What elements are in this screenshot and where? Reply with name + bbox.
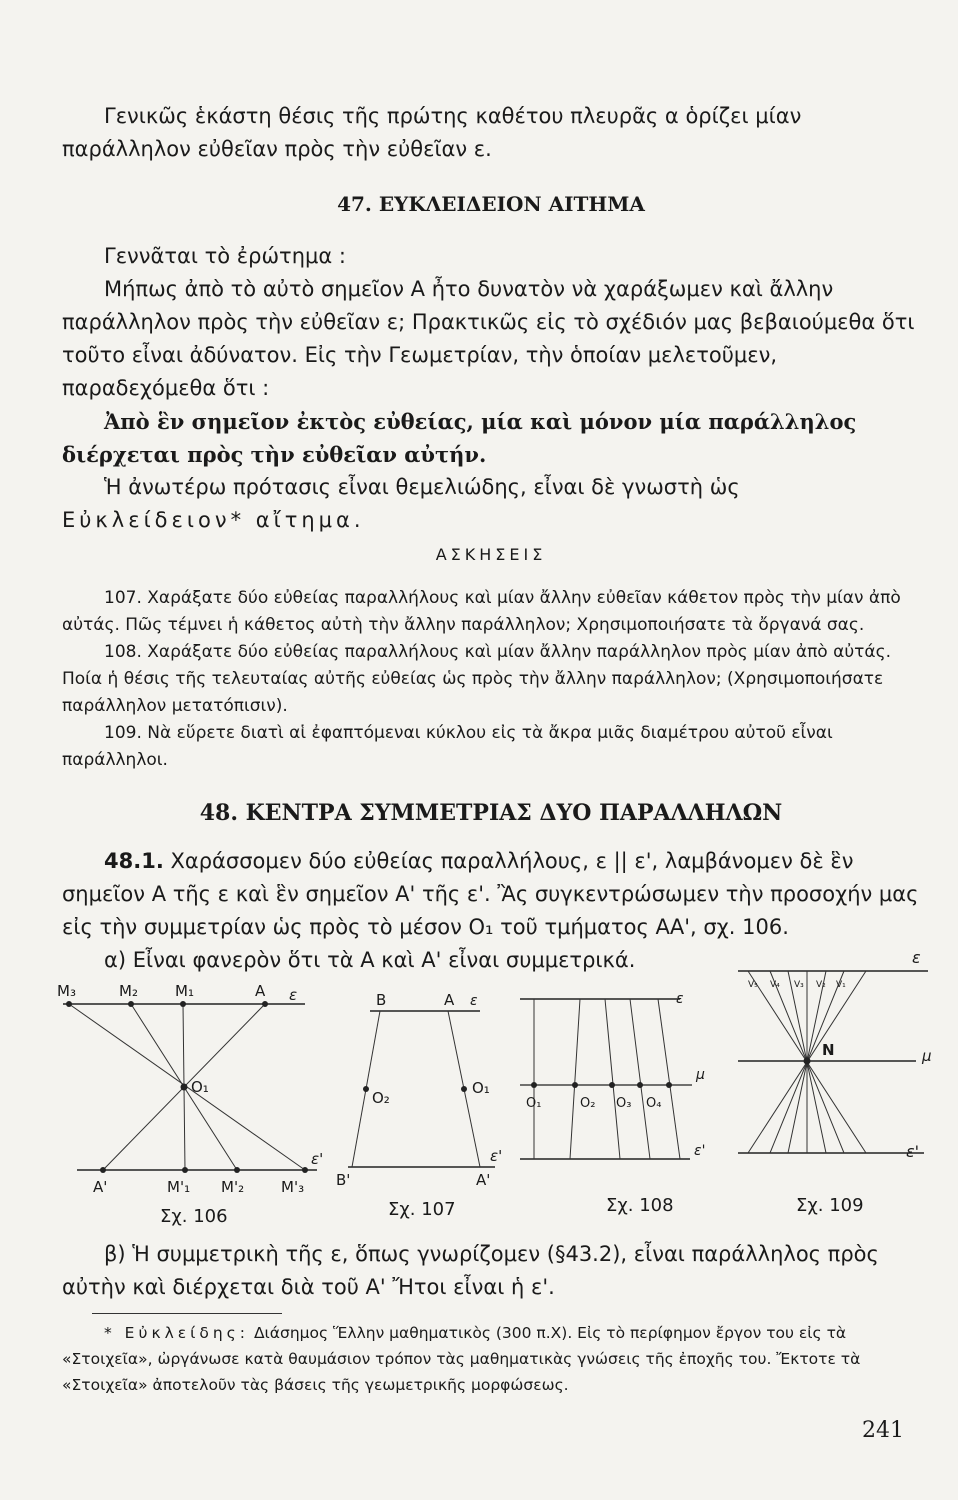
euclid-postulate-term: Εὐκλείδειον* αἴτημα <box>62 508 354 532</box>
footnote-rule <box>92 1313 282 1314</box>
label-m2: M₂ <box>119 982 138 1000</box>
label-e-prime: ε' <box>694 1143 706 1159</box>
caption-107: Σχ. 107 <box>388 1199 456 1220</box>
section-48-para1-text: Χαράσσομεν δύο εὐθείας παραλλήλους, ε || ε', λαμβάνομεν δὲ ἓν σημεῖον Α τῆς ε καὶ ἓν σημεῖον Α' τῆς ε'. Ἂς συγκεντρώσωμεν τὴν προσοχήν μας εἰς τὴν συμμετρίαν ὡς πρὸς τὸ μέσον Ο₁ τοῦ τμήματος ΑΑ', σχ. 106. <box>62 849 919 939</box>
figure-109 <box>718 945 946 1225</box>
point-a <box>262 1001 268 1007</box>
label-m2-prime: M'₂ <box>221 1178 245 1196</box>
label-e: ε <box>470 993 478 1009</box>
point-o1 <box>531 1082 537 1088</box>
label-o4: O₄ <box>646 1096 662 1111</box>
exercises-title: ΑΣΚΗΣΕΙΣ <box>435 545 547 564</box>
label-o1: O₁ <box>472 1079 490 1097</box>
figure-108 <box>510 985 720 1225</box>
point-a-prime <box>100 1167 106 1173</box>
point-m1-prime <box>182 1167 188 1173</box>
section-47-para1: Μήπως ἀπὸ τὸ αὐτὸ σημεῖον Α ἦτο δυνατὸν νὰ χαράξωμεν καὶ ἄλλην παράλληλον πρὸς τὴν εὐθεῖαν ε; Πρακτικῶς εἰς τὸ σχέδιόν μας βεβαιούμεθα ὅτι τοῦτο εἶναι ἀδύνατον. Εἰς τὴν Γεωμετρίαν, τὴν ὁποίαν μελετοῦμεν, παραδεχόμεθα ὅτι : <box>62 277 915 400</box>
point-o1 <box>461 1086 467 1092</box>
exercises-list <box>62 585 920 774</box>
label-a-prime: A' <box>476 1171 491 1189</box>
segment-2 <box>570 999 580 1159</box>
para2-start: Ἡ ἀνωτέρω πρότασις εἶναι θεμελιώδης, εἶναι δὲ γνωστὴ ὡς <box>104 475 740 499</box>
label-m1-prime: M'₁ <box>167 1178 191 1196</box>
label-o1: O₁ <box>526 1096 542 1111</box>
label-e: ε <box>676 991 684 1007</box>
label-v1: V₁ <box>836 980 846 990</box>
section-47-title: 47. ΕΥΚΛΕΙΔΕΙΟΝ ΑΙΤΗΜΑ <box>337 192 645 216</box>
label-m3: M₃ <box>57 982 76 1000</box>
point-n <box>804 1058 811 1065</box>
section-47-para2 <box>62 471 920 537</box>
point-o4 <box>637 1082 643 1088</box>
point-o3 <box>609 1082 615 1088</box>
point-m3-prime <box>302 1167 308 1173</box>
section-48-number: 48.1. <box>104 849 164 873</box>
label-o3: O₃ <box>616 1096 632 1111</box>
point-o2 <box>363 1086 369 1092</box>
footnote <box>62 1320 920 1398</box>
label-a-prime: A' <box>93 1178 108 1196</box>
label-a: A <box>444 991 455 1009</box>
label-o2: O₂ <box>372 1089 390 1107</box>
exercise-108: 108. Χαράξατε δύο εὐθείας παραλλήλους καὶ μίαν ἄλλην παράλληλον πρὸς μίαν ἀπὸ αὐτάς. Ποία ἡ θέσις τῆς τελευταίας αὐτῆς εὐθείας ὡς πρὸς τὴν ἄλλην παράλληλον; (Χρησιμοποιήσατε παράλληλον μετατόπισιν). <box>62 642 891 716</box>
point-o2 <box>572 1082 578 1088</box>
caption-109: Σχ. 109 <box>796 1195 864 1216</box>
section-47-body <box>62 240 920 537</box>
label-e-prime: ε' <box>490 1147 503 1165</box>
label-n: N <box>822 1041 835 1059</box>
point-m2-prime <box>234 1167 240 1173</box>
label-e-prime: ε' <box>311 1150 324 1168</box>
point-m2 <box>128 1001 134 1007</box>
label-e-prime: ε' <box>906 1142 920 1161</box>
label-v2: V₂ <box>816 980 826 990</box>
intro-paragraph <box>62 100 920 166</box>
caption-108: Σχ. 108 <box>606 1195 674 1216</box>
point-m3 <box>66 1001 72 1007</box>
footnote-text <box>62 1320 920 1398</box>
section-48-title: 48. ΚΕΝΤΡΑ ΣΥΜΜΕΤΡΙΑΣ ΔΥΟ ΠΑΡΑΛΛΗΛΩΝ <box>199 800 783 826</box>
item-b-paragraph <box>62 1238 920 1304</box>
exercise-107: 107. Χαράξατε δύο εὐθείας παραλλήλους καὶ μίαν ἄλλην εὐθεῖαν κάθετον πρὸς τὴν μίαν ἀπὸ αὐτάς. Πῶς τέμνει ἡ κάθετος αὐτὴ τὴν ἄλλην παράλληλον; Χρησιμοποιήσατε τὰ ὄργανά σας. <box>62 588 901 635</box>
point-o1 <box>181 1084 188 1091</box>
label-m3-prime: M'₃ <box>281 1178 305 1196</box>
footnote-term: * Εὐκλείδης: <box>104 1324 249 1342</box>
label-v4: V₄ <box>770 980 780 990</box>
intro-text: Γενικῶς ἑκάστη θέσις τῆς πρώτης καθέτου πλευρᾶς α ὁρίζει μίαν παράλληλον εὐθεῖαν πρὸς τὴν εὐθεῖαν ε. <box>62 104 802 161</box>
label-e: ε <box>289 986 298 1004</box>
segment-3 <box>605 999 620 1159</box>
axiom-text: Ἀπὸ ἓν σημεῖον ἐκτὸς εὐθείας, μία καὶ μόνον μία παράλληλος διέρχεται πρὸς τὴν εὐθεῖαν αὐτήν. <box>62 409 857 467</box>
item-a-text: α) Εἶναι φανερὸν ὅτι τὰ Α καὶ Α' εἶναι συμμετρικά. <box>104 948 636 972</box>
section-48-para1 <box>62 845 920 944</box>
label-v5: V₅ <box>748 980 758 990</box>
label-m1: M₁ <box>175 982 194 1000</box>
label-b: B <box>376 991 387 1009</box>
figure-107 <box>330 985 510 1225</box>
segment-4 <box>630 999 650 1159</box>
exercise-109: 109. Νὰ εὕρετε διατὶ αἱ ἐφαπτόμεναι κύκλου εἰς τὰ ἄκρα μιᾶς διαμέτρου αὐτοῦ εἶναι παράλληλοι. <box>62 723 833 770</box>
item-b-text: β) Ἡ συμμετρικὴ τῆς ε, ὅπως γνωρίζομεν (§43.2), εἶναι παράλληλος πρὸς αὐτὴν καὶ διέρχεται διὰ τοῦ Α' Ἤτοι εἶναι ἡ ε'. <box>62 1242 879 1299</box>
label-v3: V₃ <box>794 980 804 990</box>
question-text: Γεννᾶται τὸ ἐρώτημα : <box>104 244 346 268</box>
label-e: ε <box>912 948 921 967</box>
page-number: 241 <box>862 1418 904 1443</box>
footnote-body: Διάσημος Ἕλλην μαθηματικὸς (300 π.Χ). Εἰς τὸ περίφημον ἔργον του εἰς τὰ «Στοιχεῖα», ὠργάνωσε κατὰ θαυμάσιον τρόπον τὰς μαθηματικὰς γνώσεις τῆς ἐποχῆς του. Ἔκτοτε τὰ «Στοιχεῖα» ἀποτελοῦν τὰς βάσεις τῆς γεωμετρικῆς μορφώσεως. <box>62 1324 861 1394</box>
label-o1: O₁ <box>191 1078 209 1096</box>
label-o2: O₂ <box>580 1096 596 1111</box>
label-mu: μ <box>922 1047 932 1065</box>
label-mu: μ <box>696 1067 705 1083</box>
para2-end: . <box>353 508 361 532</box>
caption-106: Σχ. 106 <box>160 1206 228 1227</box>
figure-106 <box>55 980 335 1230</box>
label-a: A <box>255 982 266 1000</box>
point-m1 <box>180 1001 186 1007</box>
label-b-prime: B' <box>336 1171 351 1189</box>
point-o5 <box>666 1082 672 1088</box>
segment-5 <box>658 999 680 1159</box>
